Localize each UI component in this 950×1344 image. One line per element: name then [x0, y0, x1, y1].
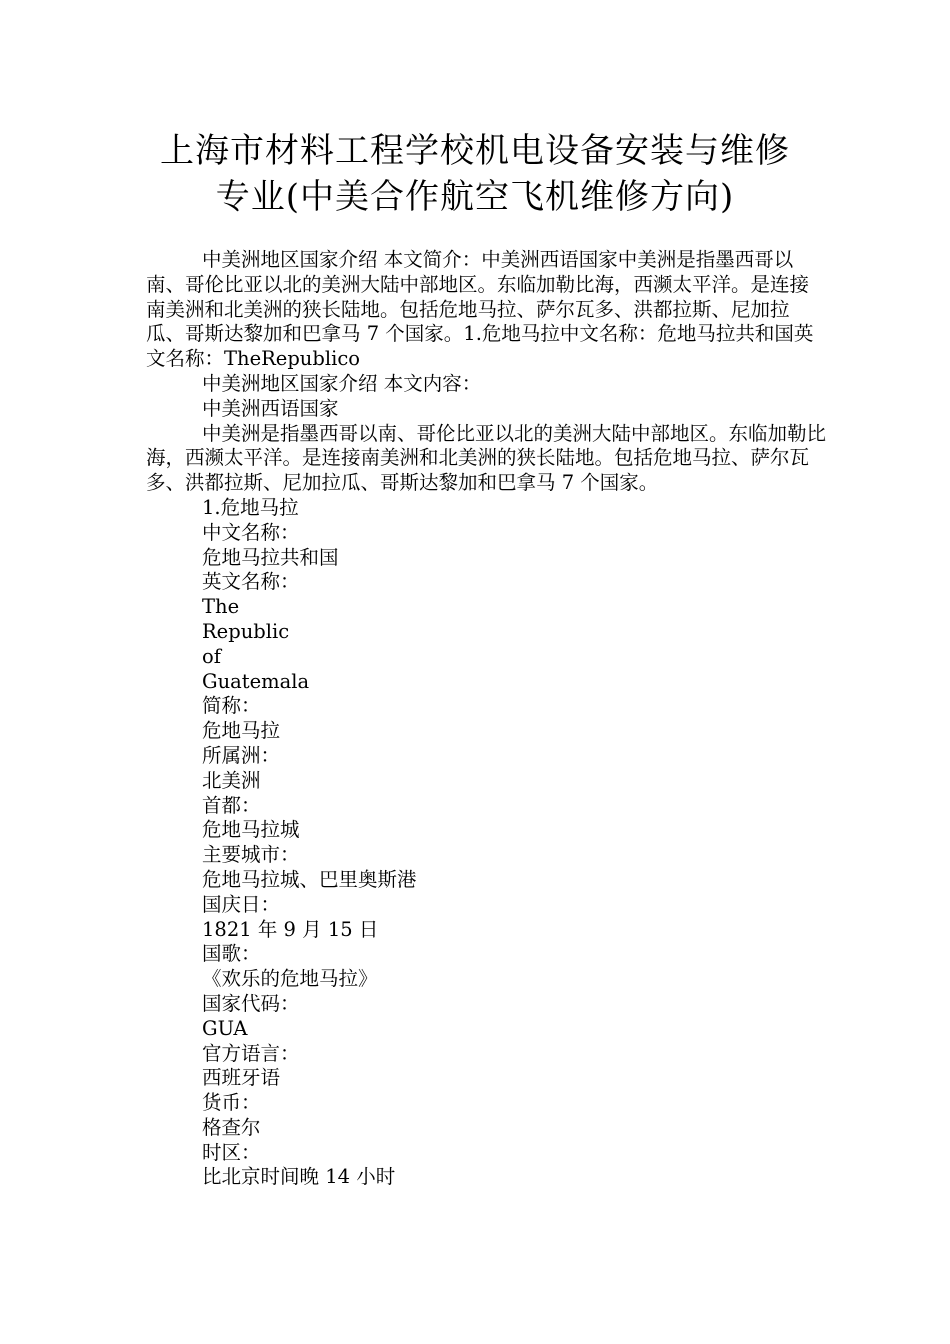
list-item: 格查尔 [202, 1115, 261, 1139]
list-item: 比北京时间晚 14 小时 [202, 1165, 396, 1189]
list-item: 首都： [202, 793, 261, 817]
list-item: 时区： [202, 1140, 261, 1164]
title-line-1: 上海市材料工程学校机电设备安装与维修 [160, 131, 790, 171]
title-line-2: 专业(中美合作航空飞机维修方向) [215, 177, 735, 217]
list-item: 1.危地马拉 [202, 495, 299, 519]
list-item: 中文名称： [202, 520, 300, 544]
list-item: 西班牙语 [202, 1066, 281, 1090]
list-item: 1821 年 9 月 15 日 [202, 917, 379, 941]
document-body [146, 248, 826, 1190]
list-item: 国歌： [202, 942, 261, 966]
list-item: 危地马拉共和国 [202, 545, 339, 569]
list-item: 国家代码： [202, 991, 300, 1015]
list-item: 简称： [202, 694, 261, 718]
list-item: 所属洲： [202, 743, 281, 767]
list-item: of [202, 644, 221, 668]
list-item: 危地马拉城、巴里奥斯港 [202, 867, 417, 891]
document-title [60, 128, 890, 220]
list-item: 货币： [202, 1091, 261, 1115]
list-item: Guatemala [202, 669, 310, 693]
list-item: 《欢乐的危地马拉》 [202, 967, 378, 991]
list-item: 官方语言： [202, 1041, 300, 1065]
list-item: 国庆日： [202, 892, 281, 916]
list-item: GUA [202, 1016, 248, 1040]
list-item: 北美洲 [202, 768, 261, 792]
list-item: 主要城市： [202, 843, 300, 867]
list-item: 危地马拉 [202, 719, 281, 743]
intro-paragraph: 中美洲地区国家介绍 本文简介：中美洲西语国家中美洲是指墨西哥以南、哥伦比亚以北的美洲大陆中部地区。东临加勒比海，西濒太平洋。是连接南美洲和北美洲的狭长陆地。包括危地马拉、萨尔瓦多、洪都拉斯、尼加拉瓜、哥斯达黎加和巴拿马 7 个国家。1.危地马拉中文名称：危地马拉共和国英文名称：TheRepublico [146, 248, 814, 371]
list-item: 英文名称： [202, 570, 300, 594]
list-item: 危地马拉城 [202, 818, 300, 842]
section-heading: 中美洲西语国家 [202, 396, 339, 420]
content-heading: 中美洲地区国家介绍 本文内容： [202, 371, 482, 395]
list-item: Republic [202, 619, 290, 643]
main-paragraph: 中美洲是指墨西哥以南、哥伦比亚以北的美洲大陆中部地区。东临加勒比海，西濒太平洋。是连接南美洲和北美洲的狭长陆地。包括危地马拉、萨尔瓦多、洪都拉斯、尼加拉瓜、哥斯达黎加和巴拿马 7 个国家。 [146, 421, 827, 495]
list-item: The [202, 595, 240, 619]
